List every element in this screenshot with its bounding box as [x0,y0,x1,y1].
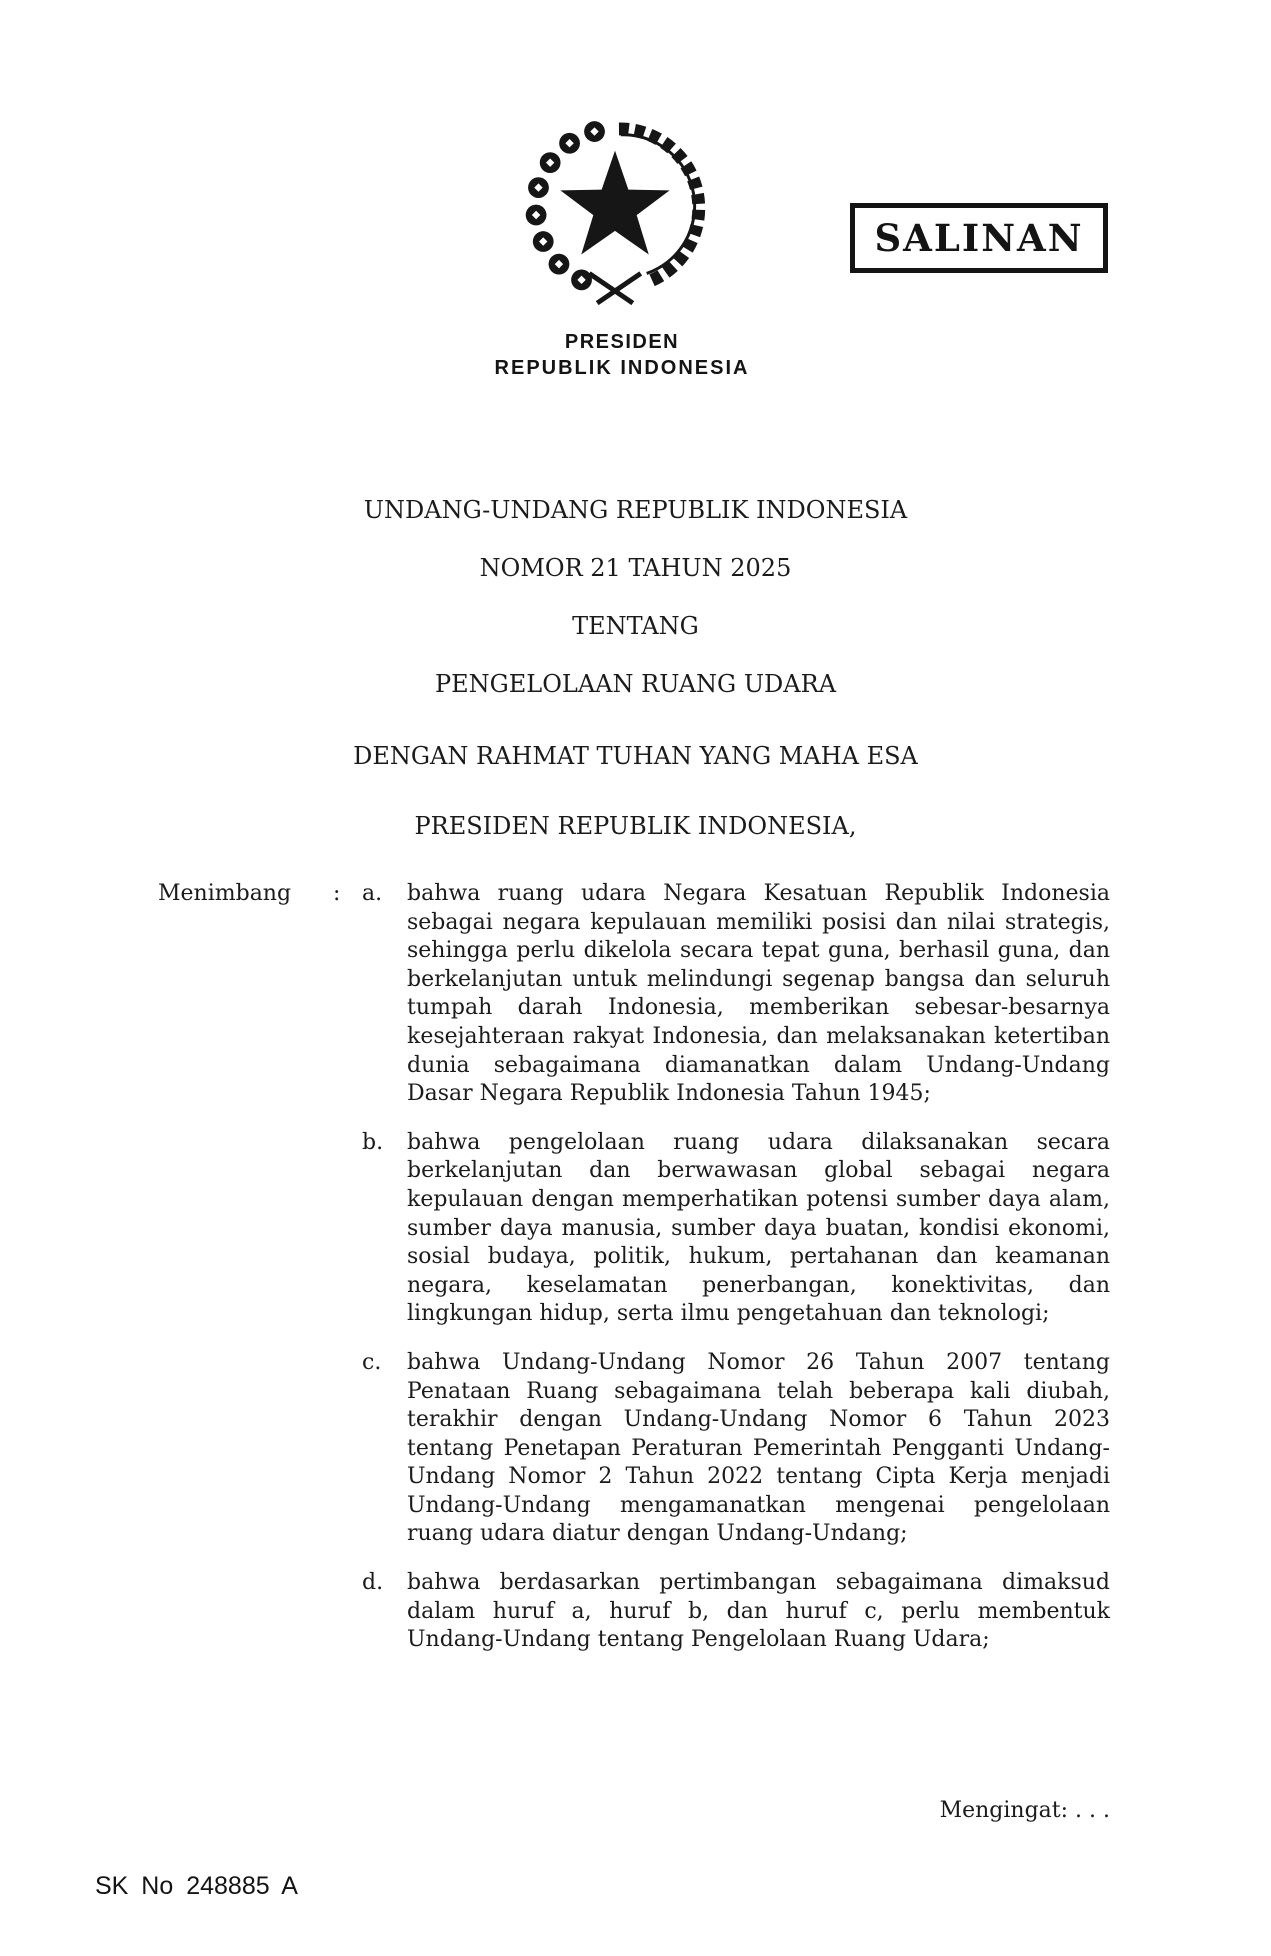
title-line-1: UNDANG-UNDANG REPUBLIK INDONESIA [363,496,908,524]
invocation-line: DENGAN RAHMAT TUHAN YANG MAHA ESA [353,742,918,770]
title-line-4: PENGELOLAAN RUANG UDARA [434,670,837,698]
letterhead-line1: PRESIDEN [564,331,680,353]
considerations-list [362,880,1110,1655]
considerations-label: Menimbang [158,881,292,906]
title-line-2: NOMOR 21 TAHUN 2025 [479,554,792,582]
considerations-colon: : [333,881,341,906]
consideration-item-a [362,880,1110,1109]
issuer-line: PRESIDEN REPUBLIK INDONESIA, [414,812,857,840]
consideration-item-c [362,1349,1110,1549]
national-emblem [516,116,714,316]
star-wreath-icon [516,116,714,316]
consideration-item-d [362,1569,1110,1655]
item-text: bahwa pengelolaan ruang udara dilaksanakan secara berkelanjutan dan berwawasan global sebagai negara kepulauan dengan memperhatikan potensi sumber daya alam, sumber daya manusia, sumber daya buatan, kondisi ekonomi, sosial budaya, politik, hukum, pertahanan dan keamanan negara, keselamatan penerbangan, konektivitas, dan lingkungan hidup, serta ilmu pengetahuan dan teknologi; [407,1129,1110,1327]
item-letter: d. [362,1570,384,1596]
title-line-3: TENTANG [572,612,699,640]
mengingat-continuation: Mengingat: . . . [939,1798,1110,1823]
item-text: bahwa ruang udara Negara Kesatuan Republik Indonesia sebagai negara kepulauan memiliki posisi dan nilai strategis, sehingga perlu dikelola secara tepat guna, berhasil guna, dan berkelanjutan untuk melindungi segenap bangsa dan seluruh tumpah darah Indonesia, memberikan sebesar-besarnya kesejahteraan rakyat Indonesia, dan melaksanakan ketertiban dunia sebagaimana diamanatkan dalam Undang-Undang Dasar Negara Republik Indonesia Tahun 1945; [407,881,1110,1107]
item-letter: c. [362,1349,382,1375]
letterhead-line2: REPUBLIK INDONESIA [494,357,750,379]
document-title [0,496,1271,728]
item-letter: a. [362,881,383,906]
sk-number: SK No 248885 A [95,1872,298,1900]
item-text: bahwa Undang-Undang Nomor 26 Tahun 2007 tentang Penataan Ruang sebagaimana telah beberapa kali diubah, terakhir dengan Undang-Undang Nomor 6 Tahun 2023 tentang Penetapan Peraturan Pemerintah Pengganti Undang-Undang Nomor 2 Tahun 2022 tentang Cipta Kerja menjadi Undang-Undang mengamanatkan mengenai pengelolaan ruang udara diatur dengan Undang-Undang; [407,1349,1110,1547]
salinan-stamp: SALINAN [850,203,1108,273]
consideration-item-b [362,1129,1110,1329]
considerations-section [158,880,1110,1655]
letterhead [422,330,822,380]
item-letter: b. [362,1129,384,1155]
item-text: bahwa berdasarkan pertimbangan sebagaimana dimaksud dalam huruf a, huruf b, dan huruf c, perlu membentuk Undang-Undang tentang Pengelolaan Ruang Udara; [407,1570,1110,1653]
